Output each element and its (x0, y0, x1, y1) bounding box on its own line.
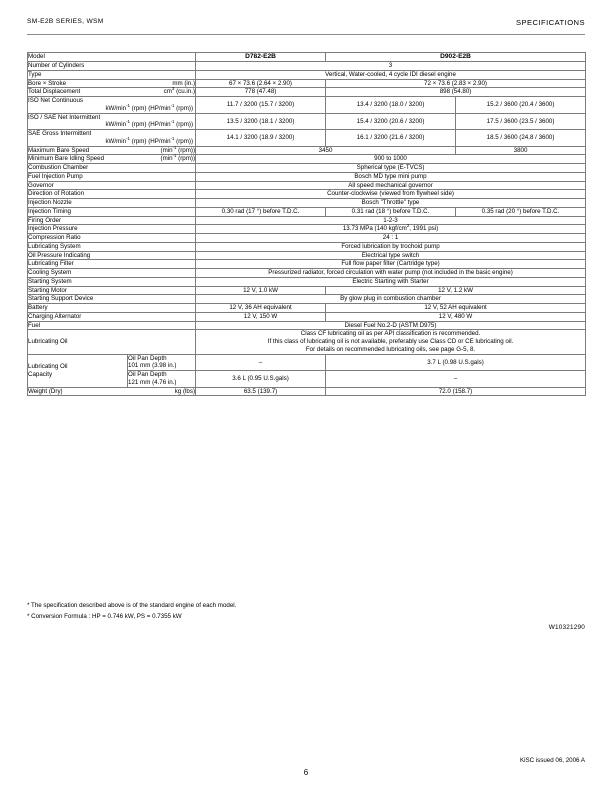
row-value-weight-b: 72.0 (158.7) (326, 387, 586, 396)
row-value-iso-net-a: 11.7 / 3200 (15.7 / 3200) (196, 97, 326, 114)
row-value-firing: 1-2-3 (196, 216, 586, 225)
row-label-lub-system: Lubricating System (28, 242, 196, 251)
row-value-starting-motor-b: 12 V, 1.2 kW (326, 286, 586, 295)
row-value-support-device: By glow plug in combustion chamber (196, 295, 586, 304)
row-label-iso-sae-net (28, 113, 196, 130)
row-value-starting-motor-a: 12 V, 1.0 kW (196, 286, 326, 295)
table-row-lubricating-system (28, 242, 586, 251)
row-value-lub-filter: Full flow paper filter (Cartridge type) (196, 260, 586, 269)
row-value-combustion: Spherical type (E-TVCS) (196, 164, 586, 173)
table-row-lubricating-oil (28, 330, 586, 354)
row-value-displacement-a: 778 (47.48) (196, 88, 326, 97)
table-row-weight-dry (28, 387, 586, 396)
footnote-conversion-formula: * Conversion Formula : HP = 0.746 kW, PS = 0.7355 kW (27, 612, 182, 620)
footnote-specification: * The specification described above is of the standard engine of each model. (27, 602, 237, 609)
row-label-min-speed-text: Minimum Bare Idling Speed (28, 155, 105, 163)
table-row-injection-timing (28, 207, 586, 216)
row-value-starting-system: Electric Starting with Starter (196, 277, 586, 286)
table-row-iso-sae-net-intermittent (28, 113, 586, 130)
row-label-cooling: Cooling System (28, 269, 196, 278)
row-label-bore-stroke (28, 79, 196, 88)
row-label-oil-capacity (28, 354, 128, 387)
row-value-timing-a: 0.30 rad (17 °) before T.D.C. (196, 207, 326, 216)
row-value-weight-a: 63.5 (139.7) (196, 387, 326, 396)
table-row-firing-order (28, 216, 586, 225)
lub-oil-line-3: For details on recommended lubricating oils, see page G-5, 8. (305, 345, 476, 353)
table-row-starting-motor (28, 286, 586, 295)
row-value-max-speed-b: 3800 (456, 146, 586, 155)
row-label-fuel-pump: Fuel Injection Pump (28, 172, 196, 181)
row-label-sae-gross (28, 130, 196, 147)
table-row-governor (28, 181, 586, 190)
issued-stamp: KiSC issued 06, 2006 A (519, 757, 585, 764)
row-label-min-speed (28, 155, 196, 164)
table-row-cylinders (28, 62, 586, 71)
table-row-model (28, 53, 586, 62)
footnotes (27, 601, 236, 622)
page-number: 6 (303, 768, 309, 777)
row-value-type: Vertical, Water-cooled, 4 cycle IDI diesel engine (196, 70, 586, 79)
row-unit-displacement: $cm^3$ (cu.in.) (163, 86, 196, 96)
specifications-table (27, 52, 586, 396)
row-label-lubricating-oil: Lubricating Oil (28, 330, 196, 354)
table-row-cooling-system (28, 269, 586, 278)
row-unit-weight: kg (lbs) (174, 387, 196, 395)
row-label-bore-stroke-text: Bore × Stroke (28, 79, 67, 87)
oil-capacity-label-line-2: Capacity (28, 370, 53, 378)
row-value-lub-system: Forced lubrication by trochoid pump (196, 242, 586, 251)
row-label-max-speed (28, 146, 196, 155)
table-row-starting-support-device (28, 295, 586, 304)
row-unit-speed-1: ($\min^{-1}$ (rpm)) (160, 144, 196, 154)
table-row-sae-gross-intermittent (28, 130, 586, 147)
row-value-nozzle: Bosch "Throttle" type (196, 199, 586, 208)
table-row-max-bare-speed (28, 146, 586, 155)
row-label-compression: Compression Ratio (28, 234, 196, 243)
table-row-charging-alternator (28, 312, 586, 321)
row-value-timing-b: 0.31 rad (18 °) before T.D.C. (326, 207, 456, 216)
row-label-fuel: Fuel (28, 321, 196, 330)
row-value-sae-gross-c: 18.5 / 3600 (24.8 / 3600) (456, 130, 586, 147)
row-value-cylinders: 3 (196, 62, 586, 71)
row-label-weight-text: Weight (Dry) (28, 387, 63, 395)
header-model-a: D782-E2B (196, 53, 326, 62)
document-code: W10321290 (548, 624, 585, 631)
row-value-pan-101-b: 3.7 L (0.98 U.S.gals) (326, 354, 586, 371)
row-label-iso-sae-text: ISO / SAE Net Intermittent (28, 113, 101, 121)
row-label-sae-gross-text: SAE Gross Intermittent (28, 130, 92, 138)
row-label-cylinders: Number of Cylinders (28, 62, 196, 71)
table-row-battery (28, 304, 586, 313)
row-label-displacement (28, 88, 196, 97)
row-value-iso-sae-b: 15.4 / 3200 (20.6 / 3200) (326, 113, 456, 130)
row-value-governor: All speed mechanical governor (196, 181, 586, 190)
row-value-pan-121-b: – (326, 371, 586, 388)
row-value-pressure: 13.73 MPa (140 kgf/$cm^2$, 1991 psi) (196, 225, 586, 234)
table-row-oil-pressure-indicating (28, 251, 586, 260)
row-value-iso-sae-a: 13.5 / 3200 (18.1 / 3200) (196, 113, 326, 130)
row-value-pan-101-a: – (196, 354, 326, 371)
table-row-iso-net-continuous (28, 97, 586, 114)
oil-pan-101-line-1: Oil Pan Depth (128, 354, 167, 362)
running-head-series: SM-E2B SERIES, WSM (27, 18, 104, 25)
row-label-nozzle: Injection Nozzle (28, 199, 196, 208)
row-value-fuel-pump: Bosch MD type mini pump (196, 172, 586, 181)
row-value-alternator-a: 12 V, 150 W (196, 312, 326, 321)
row-value-iso-net-b: 13.4 / 3200 (18.0 / 3200) (326, 97, 456, 114)
table-row-fuel-injection-pump (28, 172, 586, 181)
table-row-displacement (28, 88, 586, 97)
table-row-oil-capacity-pan-101 (28, 354, 586, 371)
row-label-lub-filter: Lubricating Filter (28, 260, 196, 269)
row-value-max-speed-a: 3450 (196, 146, 456, 155)
table-row-type (28, 70, 586, 79)
row-label-iso-net-continuous (28, 97, 196, 114)
oil-pan-101-line-2: 101 mm (3.98 in.) (128, 362, 177, 370)
table-row-combustion-chamber (28, 164, 586, 173)
table-row-fuel (28, 321, 586, 330)
table-row-starting-system (28, 277, 586, 286)
row-value-compression: 24 : 1 (196, 234, 586, 243)
row-label-model: Model (28, 53, 196, 62)
row-label-weight (28, 387, 196, 396)
running-head (27, 18, 585, 35)
row-value-sae-gross-b: 16.1 / 3200 (21.6 / 3200) (326, 130, 456, 147)
row-value-battery-a: 12 V, 36 AH equivalent (196, 304, 326, 313)
table-row-compression-ratio (28, 234, 586, 243)
lub-oil-line-2: If this class of lubricating oil is not available, preferably use Class CD or CE lubricating oil. (267, 338, 514, 346)
row-label-alternator: Charging Alternator (28, 312, 196, 321)
row-label-pressure: Injection Pressure (28, 225, 196, 234)
row-unit-power-3: $kW/\min^{-1}$ (rpm) ($HP/\min^{-1}$ (rpm)) (105, 135, 194, 145)
table-row-direction-rotation (28, 190, 586, 199)
sub-label-oil-pan-121 (128, 371, 196, 388)
sub-label-oil-pan-101 (128, 354, 196, 371)
oil-capacity-label-line-1: Lubricating Oil (28, 362, 68, 370)
row-value-iso-sae-c: 17.5 / 3600 (23.5 / 3600) (456, 113, 586, 130)
table-row-lubricating-filter (28, 260, 586, 269)
row-label-type: Type (28, 70, 196, 79)
row-label-oil-pressure: Oil Pressure Indicating (28, 251, 196, 260)
row-value-cooling: Pressurized radiator, forced circulation with water pump (not included in the basic engine) (196, 269, 586, 278)
row-value-fuel: Diesel Fuel No.2-D (ASTM D975) (196, 321, 586, 330)
row-label-combustion: Combustion Chamber (28, 164, 196, 173)
row-value-lubricating-oil (196, 330, 586, 354)
row-label-battery: Battery (28, 304, 196, 313)
row-value-bore-stroke-a: 67 × 73.6 (2.64 × 2.90) (196, 79, 326, 88)
header-model-b: D902-E2B (326, 53, 586, 62)
row-label-governor: Governor (28, 181, 196, 190)
row-label-starting-motor: Starting Motor (28, 286, 196, 295)
row-value-timing-c: 0.35 rad (20 °) before T.D.C. (456, 207, 586, 216)
table-row-injection-nozzle (28, 199, 586, 208)
row-value-iso-net-c: 15.2 / 3600 (20.4 / 3600) (456, 97, 586, 114)
row-unit-power-2: $kW/\min^{-1}$ (rpm) ($HP/\min^{-1}$ (rpm)) (105, 119, 194, 129)
running-head-section: SPECIFICATIONS (515, 18, 585, 27)
row-value-battery-b: 12 V, 52 AH equivalent (326, 304, 586, 313)
row-value-pan-121-a: 3.6 L (0.95 U.S.gals) (196, 371, 326, 388)
row-label-max-speed-text: Maximum Bare Speed (28, 146, 90, 154)
row-label-timing: Injection Timing (28, 207, 196, 216)
row-value-rotation: Counter-clockwise (viewed from flywheel side) (196, 190, 586, 199)
table-row-bore-stroke (28, 79, 586, 88)
row-value-oil-pressure: Electrical type switch (196, 251, 586, 260)
row-unit-bore-stroke: mm (in.) (172, 79, 196, 87)
table-row-injection-pressure (28, 225, 586, 234)
row-label-displacement-text: Total Displacement (28, 88, 81, 96)
oil-pan-121-line-1: Oil Pan Depth (128, 371, 167, 379)
row-value-min-speed: 900 to 1000 (196, 155, 586, 164)
row-unit-power-1: $kW/\min^{-1}$ (rpm) ($HP/\min^{-1}$ (rpm)) (105, 102, 194, 112)
row-value-displacement-b: 898 (54.80) (326, 88, 586, 97)
row-label-starting-system: Starting System (28, 277, 196, 286)
row-label-rotation: Direction of Rotation (28, 190, 196, 199)
row-label-iso-net-text: ISO Net Continuous (28, 97, 84, 105)
lub-oil-line-1: Class CF lubricating oil as per API classification is recommended. (300, 330, 481, 338)
oil-pan-121-line-2: 121 mm (4.76 in.) (128, 378, 177, 386)
row-label-support-device: Starting Support Device (28, 295, 196, 304)
row-value-alternator-b: 12 V, 480 W (326, 312, 586, 321)
row-value-sae-gross-a: 14.1 / 3200 (18.9 / 3200) (196, 130, 326, 147)
row-unit-speed-2: ($\min^{-1}$ (rpm)) (160, 153, 196, 163)
row-value-bore-stroke-b: 72 × 73.6 (2.83 × 2.90) (326, 79, 586, 88)
row-label-firing: Firing Order (28, 216, 196, 225)
table-row-min-idling-speed (28, 155, 586, 164)
